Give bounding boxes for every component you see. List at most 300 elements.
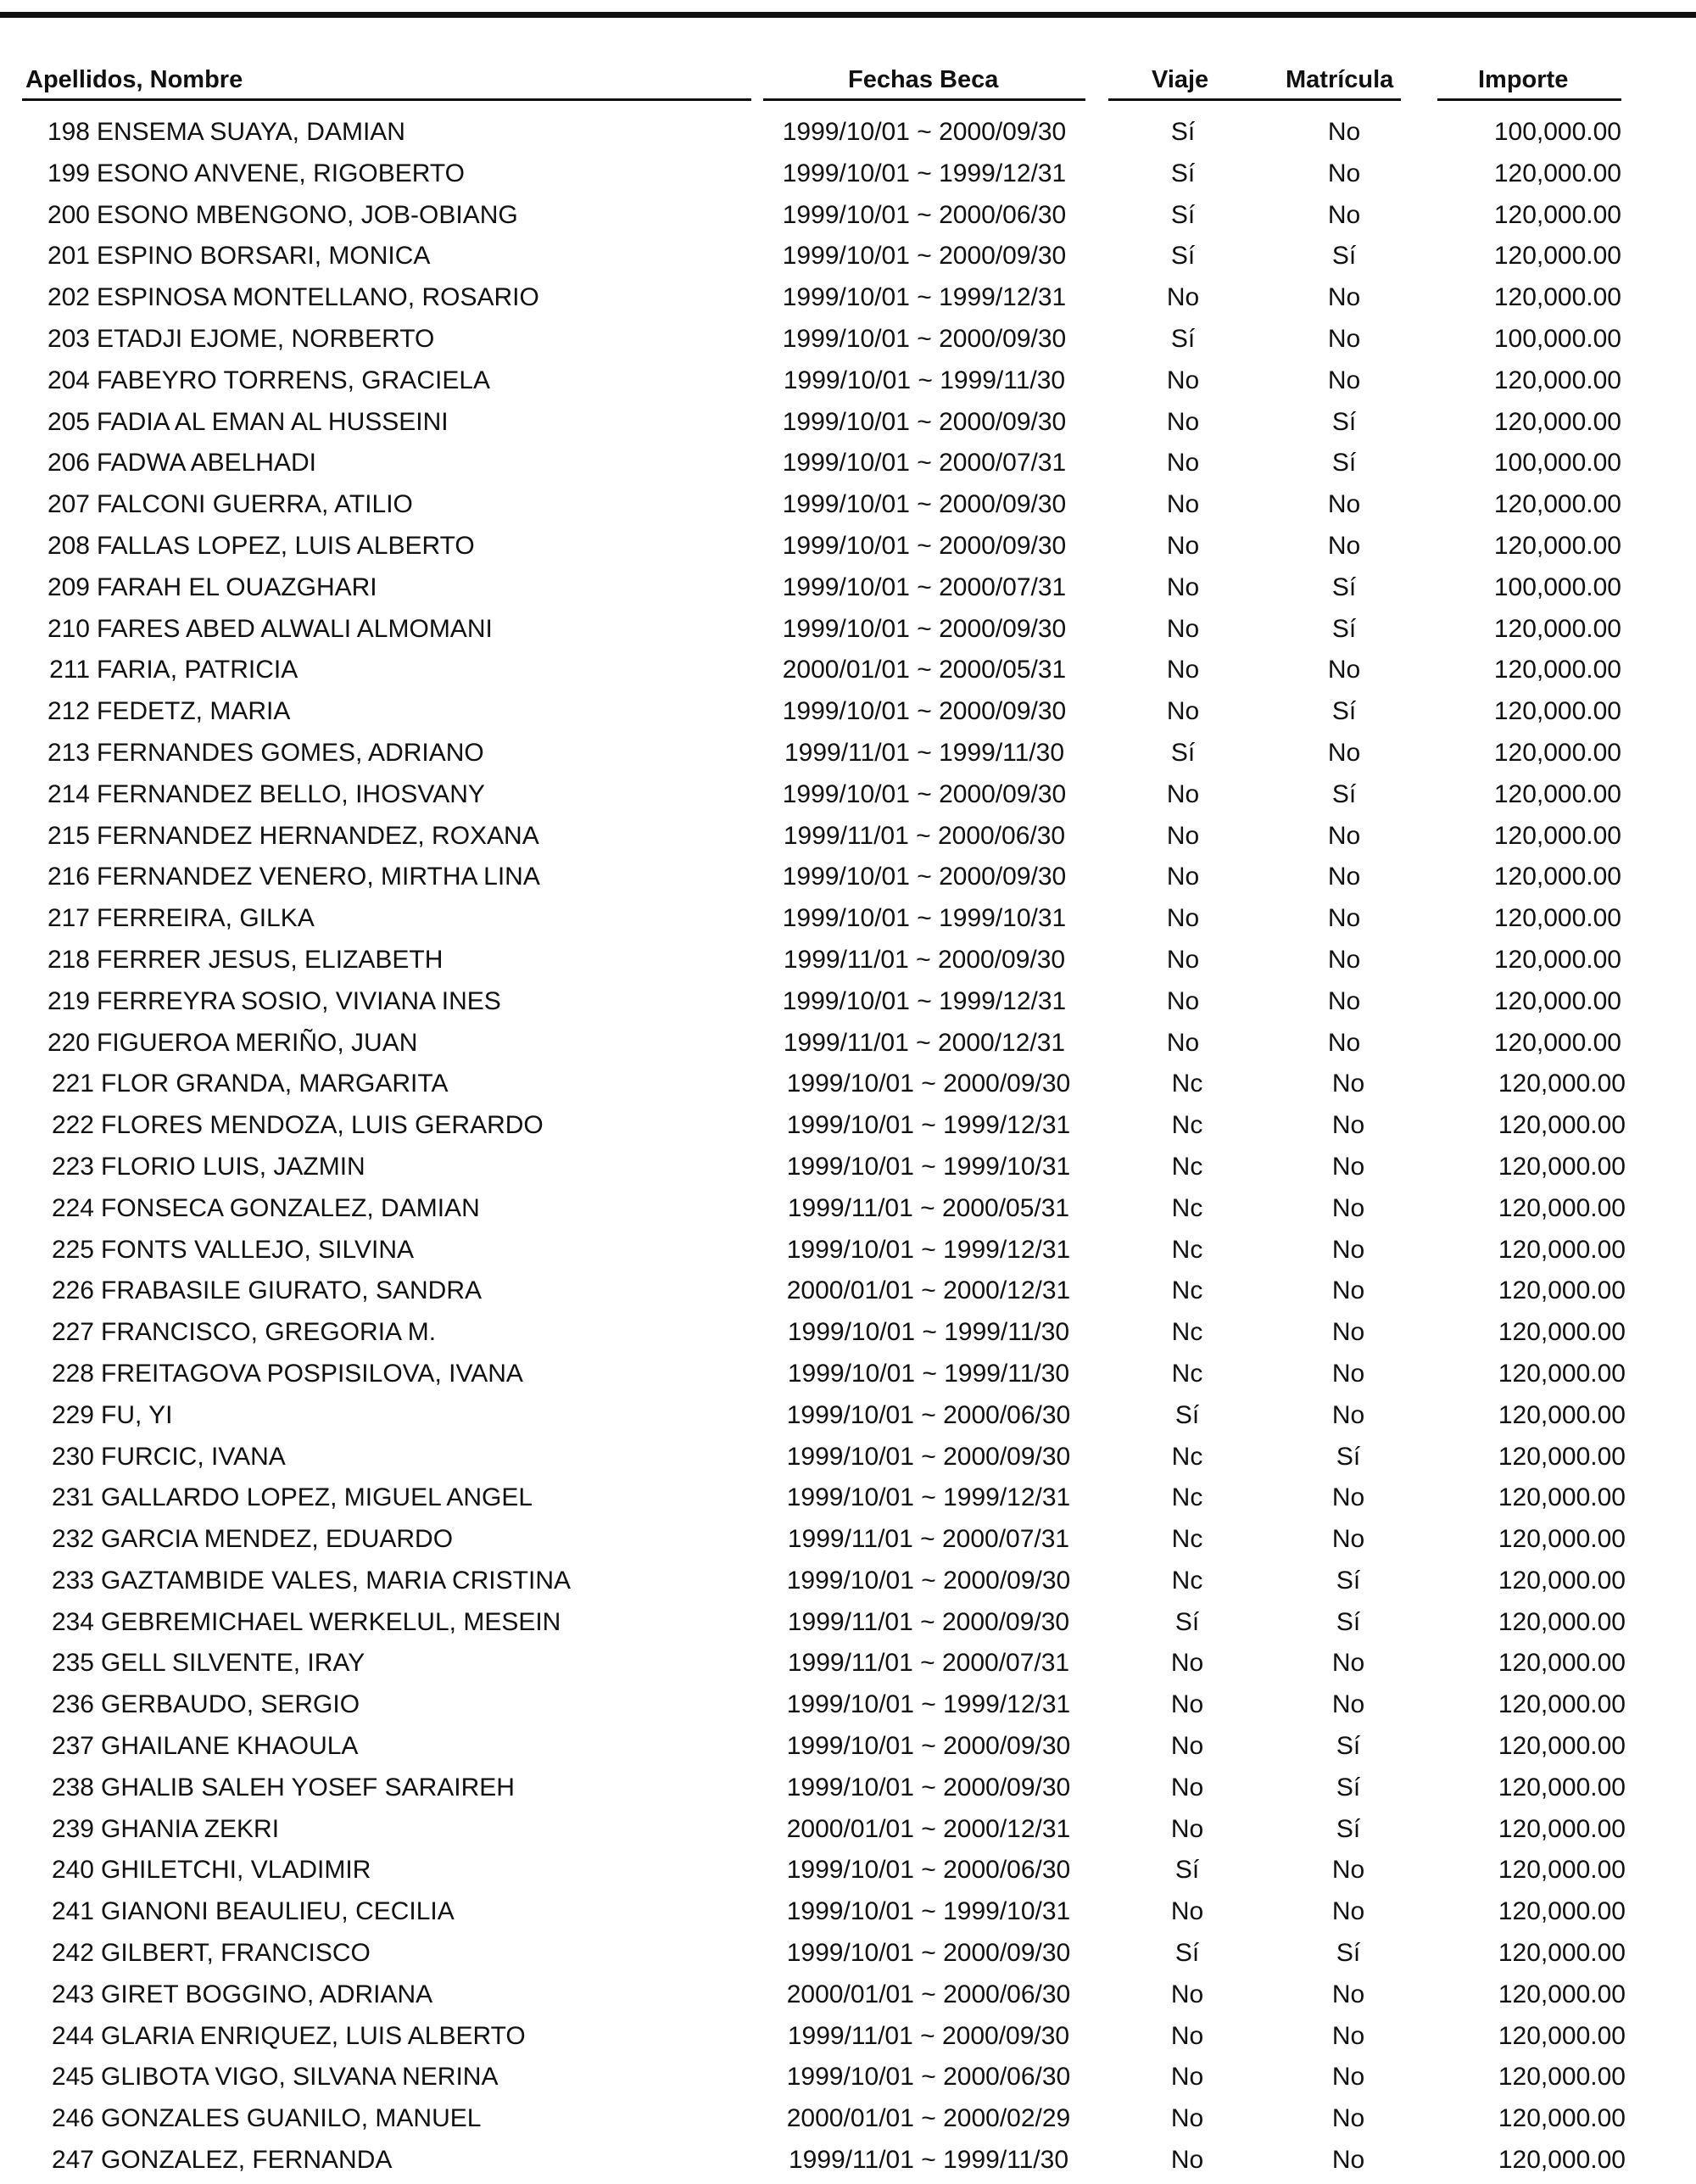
row-name: GONZALEZ, FERNANDA bbox=[101, 2146, 393, 2175]
row-viaje: No bbox=[1166, 656, 1200, 684]
row-importe: 120,000.00 bbox=[1498, 1193, 1626, 1222]
row-fechas: 1999/10/01 ~ 1999/12/31 bbox=[786, 1111, 1071, 1140]
row-number: 223 bbox=[51, 1152, 94, 1181]
row-number: 217 bbox=[47, 904, 90, 933]
table-row bbox=[0, 1935, 1696, 1977]
row-viaje: No bbox=[1166, 614, 1200, 643]
table-row bbox=[0, 528, 1696, 570]
row-fechas: 1999/10/01 ~ 1999/12/31 bbox=[786, 1235, 1071, 1264]
row-fechas: 2000/01/01 ~ 2000/12/31 bbox=[786, 1814, 1071, 1843]
table-row bbox=[0, 405, 1696, 446]
row-viaje: No bbox=[1166, 283, 1200, 312]
row-fechas: 1999/10/01 ~ 2000/09/30 bbox=[782, 531, 1067, 560]
row-name: GONZALES GUANILO, MANUEL bbox=[101, 2104, 482, 2133]
row-matricula: No bbox=[1327, 159, 1361, 187]
row-viaje: No bbox=[1166, 449, 1200, 478]
row-matricula: No bbox=[1327, 863, 1361, 891]
row-name: FARIA, PATRICIA bbox=[97, 656, 298, 684]
row-number: 216 bbox=[47, 863, 90, 891]
table-row bbox=[0, 570, 1696, 612]
row-fechas: 1999/11/01 ~ 2000/12/31 bbox=[783, 1028, 1066, 1057]
row-number: 221 bbox=[51, 1070, 94, 1098]
table-row bbox=[0, 238, 1696, 280]
row-importe: 120,000.00 bbox=[1498, 1276, 1626, 1305]
row-matricula: Sí bbox=[1331, 449, 1357, 478]
row-fechas: 1999/10/01 ~ 1999/12/31 bbox=[782, 159, 1067, 187]
row-number: 226 bbox=[51, 1276, 94, 1305]
table-row bbox=[0, 363, 1696, 405]
row-matricula: No bbox=[1331, 1525, 1365, 1554]
row-name: FURCIC, IVANA bbox=[101, 1442, 286, 1471]
row-number: 228 bbox=[51, 1359, 94, 1388]
row-importe: 120,000.00 bbox=[1498, 1566, 1626, 1595]
row-viaje: No bbox=[1170, 2104, 1204, 2133]
row-fechas: 1999/10/01 ~ 2000/09/30 bbox=[782, 863, 1067, 891]
header-underline-viaje bbox=[1108, 98, 1261, 101]
row-name: GLIBOTA VIGO, SILVANA NERINA bbox=[101, 2063, 499, 2092]
row-name: GAZTAMBIDE VALES, MARIA CRISTINA bbox=[101, 1566, 571, 1595]
row-number: 204 bbox=[47, 366, 90, 394]
row-fechas: 1999/10/01 ~ 2000/06/30 bbox=[786, 1400, 1071, 1429]
row-matricula: No bbox=[1327, 821, 1361, 850]
row-importe: 120,000.00 bbox=[1493, 656, 1621, 684]
row-viaje: Sí bbox=[1170, 324, 1196, 353]
row-viaje: Sí bbox=[1170, 242, 1196, 271]
row-number: 246 bbox=[51, 2104, 94, 2133]
row-name: FERNANDEZ VENERO, MIRTHA LINA bbox=[97, 863, 540, 891]
row-matricula: No bbox=[1327, 904, 1361, 933]
row-fechas: 1999/10/01 ~ 2000/09/30 bbox=[782, 242, 1067, 271]
header-underline-importe bbox=[1437, 98, 1621, 101]
row-matricula: Sí bbox=[1336, 1814, 1361, 1843]
table-row bbox=[0, 2019, 1696, 2060]
row-viaje: No bbox=[1170, 2021, 1204, 2050]
table-body bbox=[0, 115, 1696, 2184]
row-matricula: Sí bbox=[1331, 779, 1357, 808]
row-importe: 120,000.00 bbox=[1498, 1939, 1626, 1968]
row-fechas: 1999/10/01 ~ 2000/09/30 bbox=[782, 324, 1067, 353]
header-underline-name bbox=[22, 98, 751, 101]
table-row bbox=[0, 1398, 1696, 1439]
row-name: GHALIB SALEH YOSEF SARAIREH bbox=[101, 1773, 515, 1801]
row-name: FERREIRA, GILKA bbox=[97, 904, 315, 933]
row-importe: 100,000.00 bbox=[1493, 118, 1621, 146]
row-matricula: No bbox=[1331, 1483, 1365, 1512]
row-viaje: No bbox=[1170, 1814, 1204, 1843]
row-matricula: No bbox=[1331, 1111, 1365, 1140]
table-row bbox=[0, 1770, 1696, 1812]
row-number: 219 bbox=[47, 986, 90, 1015]
row-matricula: No bbox=[1331, 1897, 1365, 1926]
row-importe: 120,000.00 bbox=[1498, 1690, 1626, 1719]
table-row bbox=[0, 777, 1696, 818]
row-fechas: 1999/10/01 ~ 2000/09/30 bbox=[786, 1773, 1071, 1801]
row-name: GHILETCHI, VLADIMIR bbox=[101, 1856, 371, 1885]
row-viaje: No bbox=[1166, 697, 1200, 726]
row-matricula: No bbox=[1327, 366, 1361, 394]
row-name: FONSECA GONZALEZ, DAMIAN bbox=[101, 1193, 480, 1222]
row-importe: 120,000.00 bbox=[1493, 531, 1621, 560]
row-number: 220 bbox=[47, 1028, 90, 1057]
row-matricula: No bbox=[1331, 1070, 1365, 1098]
row-matricula: Sí bbox=[1336, 1773, 1361, 1801]
row-matricula: No bbox=[1331, 2063, 1365, 2092]
row-number: 200 bbox=[47, 200, 90, 229]
row-importe: 120,000.00 bbox=[1498, 1111, 1626, 1140]
row-fechas: 1999/10/01 ~ 1999/12/31 bbox=[782, 283, 1067, 312]
row-number: 244 bbox=[51, 2021, 94, 2050]
row-matricula: No bbox=[1331, 1856, 1365, 1885]
row-fechas: 1999/10/01 ~ 1999/10/31 bbox=[782, 904, 1067, 933]
row-number: 202 bbox=[47, 283, 90, 312]
table-row bbox=[0, 1852, 1696, 1894]
top-rule bbox=[0, 12, 1696, 18]
row-viaje: Nc bbox=[1171, 1566, 1203, 1595]
row-importe: 120,000.00 bbox=[1493, 159, 1621, 187]
row-fechas: 1999/10/01 ~ 2000/09/30 bbox=[782, 614, 1067, 643]
row-viaje: Nc bbox=[1171, 1359, 1203, 1388]
row-viaje: No bbox=[1166, 904, 1200, 933]
row-number: 214 bbox=[47, 779, 90, 808]
row-viaje: No bbox=[1170, 2063, 1204, 2092]
row-importe: 120,000.00 bbox=[1498, 2021, 1626, 2050]
row-fechas: 1999/10/01 ~ 2000/09/30 bbox=[782, 118, 1067, 146]
row-importe: 120,000.00 bbox=[1498, 2063, 1626, 2092]
row-matricula: No bbox=[1331, 2146, 1365, 2175]
row-number: 227 bbox=[51, 1318, 94, 1347]
row-number: 238 bbox=[51, 1773, 94, 1801]
row-number: 247 bbox=[51, 2146, 94, 2175]
row-fechas: 1999/11/01 ~ 2000/07/31 bbox=[787, 1649, 1070, 1678]
row-number: 218 bbox=[47, 945, 90, 974]
row-viaje: Nc bbox=[1171, 1152, 1203, 1181]
row-number: 230 bbox=[51, 1442, 94, 1471]
row-importe: 120,000.00 bbox=[1493, 945, 1621, 974]
row-name: ETADJI EJOME, NORBERTO bbox=[97, 324, 435, 353]
row-matricula: No bbox=[1327, 200, 1361, 229]
row-matricula: Sí bbox=[1331, 242, 1357, 271]
table-row bbox=[0, 1645, 1696, 1687]
row-name: ESPINO BORSARI, MONICA bbox=[97, 242, 431, 271]
row-number: 205 bbox=[47, 407, 90, 436]
row-number: 231 bbox=[51, 1483, 94, 1512]
header-name: Apellidos, Nombre bbox=[25, 66, 243, 93]
row-name: FADIA AL EMAN AL HUSSEINI bbox=[97, 407, 449, 436]
row-number: 199 bbox=[47, 159, 90, 187]
table-row bbox=[0, 1066, 1696, 1108]
row-name: GALLARDO LOPEZ, MIGUEL ANGEL bbox=[101, 1483, 533, 1512]
row-viaje: No bbox=[1170, 1690, 1204, 1719]
table-row bbox=[0, 321, 1696, 363]
row-number: 236 bbox=[51, 1690, 94, 1719]
row-fechas: 1999/11/01 ~ 2000/09/30 bbox=[787, 1607, 1070, 1636]
row-viaje: Nc bbox=[1171, 1193, 1203, 1222]
row-viaje: Nc bbox=[1171, 1111, 1203, 1140]
row-importe: 120,000.00 bbox=[1498, 1483, 1626, 1512]
row-importe: 120,000.00 bbox=[1493, 863, 1621, 891]
row-importe: 120,000.00 bbox=[1493, 697, 1621, 726]
row-viaje: No bbox=[1166, 945, 1200, 974]
row-name: GARCIA MENDEZ, EDUARDO bbox=[101, 1525, 454, 1554]
row-matricula: No bbox=[1331, 1690, 1365, 1719]
row-name: GIRET BOGGINO, ADRIANA bbox=[101, 1980, 433, 2008]
row-importe: 120,000.00 bbox=[1493, 283, 1621, 312]
row-importe: 120,000.00 bbox=[1493, 407, 1621, 436]
table-row bbox=[0, 612, 1696, 653]
table-row bbox=[0, 1605, 1696, 1646]
row-fechas: 1999/10/01 ~ 2000/09/30 bbox=[786, 1939, 1071, 1968]
row-viaje: No bbox=[1170, 2146, 1204, 2175]
row-matricula: Sí bbox=[1336, 1732, 1361, 1761]
row-importe: 120,000.00 bbox=[1493, 986, 1621, 1015]
row-name: FLOR GRANDA, MARGARITA bbox=[101, 1070, 449, 1098]
row-fechas: 1999/10/01 ~ 2000/09/30 bbox=[786, 1566, 1071, 1595]
row-viaje: No bbox=[1170, 1897, 1204, 1926]
table-row bbox=[0, 1315, 1696, 1356]
row-number: 229 bbox=[51, 1400, 94, 1429]
row-name: FIGUEROA MERIÑO, JUAN bbox=[97, 1028, 418, 1057]
row-importe: 120,000.00 bbox=[1493, 1028, 1621, 1057]
row-fechas: 1999/10/01 ~ 1999/11/30 bbox=[787, 1318, 1070, 1347]
row-name: GILBERT, FRANCISCO bbox=[101, 1939, 371, 1968]
row-name: FERNANDEZ BELLO, IHOSVANY bbox=[97, 779, 485, 808]
table-row bbox=[0, 198, 1696, 239]
row-name: FALCONI GUERRA, ATILIO bbox=[97, 490, 413, 519]
row-number: 224 bbox=[51, 1193, 94, 1222]
row-name: GERBAUDO, SERGIO bbox=[101, 1690, 360, 1719]
row-number: 239 bbox=[51, 1814, 94, 1843]
row-fechas: 2000/01/01 ~ 2000/12/31 bbox=[786, 1276, 1071, 1305]
table-row bbox=[0, 115, 1696, 156]
row-name: FERRER JESUS, ELIZABETH bbox=[97, 945, 444, 974]
row-number: 210 bbox=[47, 614, 90, 643]
row-number: 241 bbox=[51, 1897, 94, 1926]
table-row bbox=[0, 1522, 1696, 1563]
table-row bbox=[0, 1356, 1696, 1398]
row-fechas: 1999/10/01 ~ 1999/11/30 bbox=[783, 366, 1066, 394]
table-row bbox=[0, 1191, 1696, 1232]
table-row bbox=[0, 1812, 1696, 1853]
row-matricula: No bbox=[1331, 1193, 1365, 1222]
row-fechas: 1999/11/01 ~ 1999/11/30 bbox=[784, 738, 1065, 767]
row-name: GIANONI BEAULIEU, CECILIA bbox=[101, 1897, 455, 1926]
row-name: ESONO ANVENE, RIGOBERTO bbox=[97, 159, 466, 187]
row-matricula: Sí bbox=[1336, 1566, 1361, 1595]
row-number: 208 bbox=[47, 531, 90, 560]
table-row bbox=[0, 1273, 1696, 1315]
row-importe: 120,000.00 bbox=[1493, 614, 1621, 643]
row-number: 240 bbox=[51, 1856, 94, 1885]
row-matricula: No bbox=[1331, 1359, 1365, 1388]
row-name: FERNANDES GOMES, ADRIANO bbox=[97, 738, 484, 767]
row-matricula: Sí bbox=[1336, 1442, 1361, 1471]
table-row bbox=[0, 818, 1696, 860]
row-viaje: Sí bbox=[1170, 200, 1196, 229]
row-matricula: No bbox=[1327, 738, 1361, 767]
row-importe: 120,000.00 bbox=[1493, 779, 1621, 808]
row-name: GHANIA ZEKRI bbox=[101, 1814, 280, 1843]
row-importe: 120,000.00 bbox=[1498, 1980, 1626, 2008]
row-number: 245 bbox=[51, 2063, 94, 2092]
row-viaje: Sí bbox=[1174, 1607, 1200, 1636]
row-viaje: No bbox=[1170, 1773, 1204, 1801]
row-number: 198 bbox=[47, 118, 90, 146]
row-importe: 120,000.00 bbox=[1498, 1318, 1626, 1347]
row-fechas: 2000/01/01 ~ 2000/05/31 bbox=[782, 656, 1067, 684]
table-row bbox=[0, 1108, 1696, 1149]
row-name: FREITAGOVA POSPISILOVA, IVANA bbox=[101, 1359, 523, 1388]
row-matricula: No bbox=[1331, 2104, 1365, 2133]
row-name: GLARIA ENRIQUEZ, LUIS ALBERTO bbox=[101, 2021, 526, 2050]
row-importe: 100,000.00 bbox=[1493, 324, 1621, 353]
header-fechas: Fechas Beca bbox=[848, 66, 999, 93]
row-viaje: No bbox=[1166, 490, 1200, 519]
row-viaje: Sí bbox=[1174, 1856, 1200, 1885]
row-fechas: 1999/10/01 ~ 1999/10/31 bbox=[786, 1897, 1071, 1926]
row-matricula: Sí bbox=[1336, 1939, 1361, 1968]
row-importe: 120,000.00 bbox=[1498, 1649, 1626, 1678]
row-fechas: 1999/11/01 ~ 2000/06/30 bbox=[783, 821, 1066, 850]
row-viaje: Nc bbox=[1171, 1235, 1203, 1264]
row-viaje: Nc bbox=[1171, 1525, 1203, 1554]
row-importe: 120,000.00 bbox=[1498, 1400, 1626, 1429]
row-name: FABEYRO TORRENS, GRACIELA bbox=[97, 366, 491, 394]
row-number: 232 bbox=[51, 1525, 94, 1554]
row-matricula: No bbox=[1331, 1649, 1365, 1678]
row-viaje: No bbox=[1166, 407, 1200, 436]
row-matricula: No bbox=[1327, 531, 1361, 560]
row-number: 222 bbox=[51, 1111, 94, 1140]
table-row bbox=[0, 1687, 1696, 1729]
table-row bbox=[0, 487, 1696, 528]
row-importe: 120,000.00 bbox=[1493, 904, 1621, 933]
row-matricula: Sí bbox=[1331, 614, 1357, 643]
row-matricula: No bbox=[1327, 656, 1361, 684]
row-matricula: No bbox=[1327, 118, 1361, 146]
header-underline-fechas bbox=[763, 98, 1085, 101]
table-row bbox=[0, 735, 1696, 777]
row-name: FRABASILE GIURATO, SANDRA bbox=[101, 1276, 482, 1305]
row-number: 243 bbox=[51, 1980, 94, 2008]
row-viaje: Nc bbox=[1171, 1318, 1203, 1347]
row-fechas: 2000/01/01 ~ 2000/02/29 bbox=[786, 2104, 1071, 2133]
row-name: FU, YI bbox=[101, 1400, 173, 1429]
row-viaje: No bbox=[1166, 531, 1200, 560]
row-number: 234 bbox=[51, 1607, 94, 1636]
row-viaje: No bbox=[1166, 573, 1200, 601]
row-viaje: Nc bbox=[1171, 1483, 1203, 1512]
row-viaje: Nc bbox=[1171, 1070, 1203, 1098]
table-row bbox=[0, 2101, 1696, 2142]
row-fechas: 1999/11/01 ~ 2000/05/31 bbox=[787, 1193, 1070, 1222]
row-matricula: No bbox=[1327, 490, 1361, 519]
row-importe: 120,000.00 bbox=[1498, 1607, 1626, 1636]
row-matricula: No bbox=[1331, 1235, 1365, 1264]
header-importe: Importe bbox=[1478, 66, 1569, 93]
table-row bbox=[0, 901, 1696, 942]
row-viaje: No bbox=[1166, 779, 1200, 808]
row-number: 206 bbox=[47, 449, 90, 478]
row-fechas: 1999/11/01 ~ 2000/09/30 bbox=[787, 2021, 1070, 2050]
row-matricula: No bbox=[1331, 1276, 1365, 1305]
table-row bbox=[0, 1480, 1696, 1522]
row-number: 237 bbox=[51, 1732, 94, 1761]
row-matricula: No bbox=[1331, 1980, 1365, 2008]
row-number: 242 bbox=[51, 1939, 94, 1968]
row-number: 201 bbox=[47, 242, 90, 271]
row-viaje: No bbox=[1166, 986, 1200, 1015]
row-matricula: Sí bbox=[1331, 407, 1357, 436]
row-fechas: 1999/10/01 ~ 1999/10/31 bbox=[786, 1152, 1071, 1181]
row-viaje: No bbox=[1166, 863, 1200, 891]
row-importe: 120,000.00 bbox=[1498, 1525, 1626, 1554]
row-viaje: Sí bbox=[1170, 738, 1196, 767]
row-fechas: 1999/10/01 ~ 1999/12/31 bbox=[782, 986, 1067, 1015]
row-importe: 120,000.00 bbox=[1493, 821, 1621, 850]
row-name: FERNANDEZ HERNANDEZ, ROXANA bbox=[97, 821, 539, 850]
row-fechas: 1999/10/01 ~ 2000/06/30 bbox=[782, 200, 1067, 229]
table-row bbox=[0, 652, 1696, 694]
header-viaje: Viaje bbox=[1152, 66, 1209, 93]
row-name: FERREYRA SOSIO, VIVIANA INES bbox=[97, 986, 501, 1015]
table-row bbox=[0, 1563, 1696, 1605]
row-number: 235 bbox=[51, 1649, 94, 1678]
table-row bbox=[0, 1977, 1696, 2019]
row-matricula: No bbox=[1331, 2021, 1365, 2050]
row-fechas: 1999/10/01 ~ 2000/09/30 bbox=[786, 1442, 1071, 1471]
table-row bbox=[0, 156, 1696, 198]
row-matricula: No bbox=[1331, 1318, 1365, 1347]
row-viaje: No bbox=[1166, 1028, 1200, 1057]
row-number: 233 bbox=[51, 1566, 94, 1595]
header-matricula: Matrícula bbox=[1286, 66, 1394, 93]
row-importe: 120,000.00 bbox=[1498, 1235, 1626, 1264]
row-name: FARAH EL OUAZGHARI bbox=[97, 573, 377, 601]
row-matricula: No bbox=[1327, 1028, 1361, 1057]
row-importe: 120,000.00 bbox=[1498, 1732, 1626, 1761]
row-importe: 120,000.00 bbox=[1498, 1070, 1626, 1098]
row-importe: 120,000.00 bbox=[1493, 200, 1621, 229]
row-matricula: Sí bbox=[1336, 1607, 1361, 1636]
row-fechas: 1999/10/01 ~ 2000/06/30 bbox=[786, 1856, 1071, 1885]
row-matricula: No bbox=[1327, 986, 1361, 1015]
row-fechas: 1999/10/01 ~ 2000/09/30 bbox=[782, 490, 1067, 519]
row-viaje: Sí bbox=[1174, 1939, 1200, 1968]
table-row bbox=[0, 1894, 1696, 1935]
row-viaje: No bbox=[1170, 1649, 1204, 1678]
row-fechas: 1999/10/01 ~ 2000/09/30 bbox=[782, 407, 1067, 436]
row-name: FARES ABED ALWALI ALMOMANI bbox=[97, 614, 493, 643]
row-name: FALLAS LOPEZ, LUIS ALBERTO bbox=[97, 531, 475, 560]
row-fechas: 2000/01/01 ~ 2000/06/30 bbox=[786, 1980, 1071, 2008]
row-matricula: Sí bbox=[1331, 697, 1357, 726]
row-importe: 100,000.00 bbox=[1493, 573, 1621, 601]
row-importe: 120,000.00 bbox=[1493, 242, 1621, 271]
table-row bbox=[0, 984, 1696, 1025]
row-viaje: Sí bbox=[1170, 159, 1196, 187]
row-fechas: 1999/11/01 ~ 1999/11/30 bbox=[788, 2146, 1069, 2175]
row-importe: 120,000.00 bbox=[1498, 1442, 1626, 1471]
row-name: GEBREMICHAEL WERKELUL, MESEIN bbox=[101, 1607, 561, 1636]
row-viaje: No bbox=[1170, 1980, 1204, 2008]
row-fechas: 1999/10/01 ~ 2000/09/30 bbox=[782, 779, 1067, 808]
row-viaje: Nc bbox=[1171, 1442, 1203, 1471]
table-row bbox=[0, 1439, 1696, 1481]
table-row bbox=[0, 859, 1696, 901]
row-viaje: Nc bbox=[1171, 1276, 1203, 1305]
row-number: 215 bbox=[47, 821, 90, 850]
header-underline-matricula bbox=[1261, 98, 1401, 101]
